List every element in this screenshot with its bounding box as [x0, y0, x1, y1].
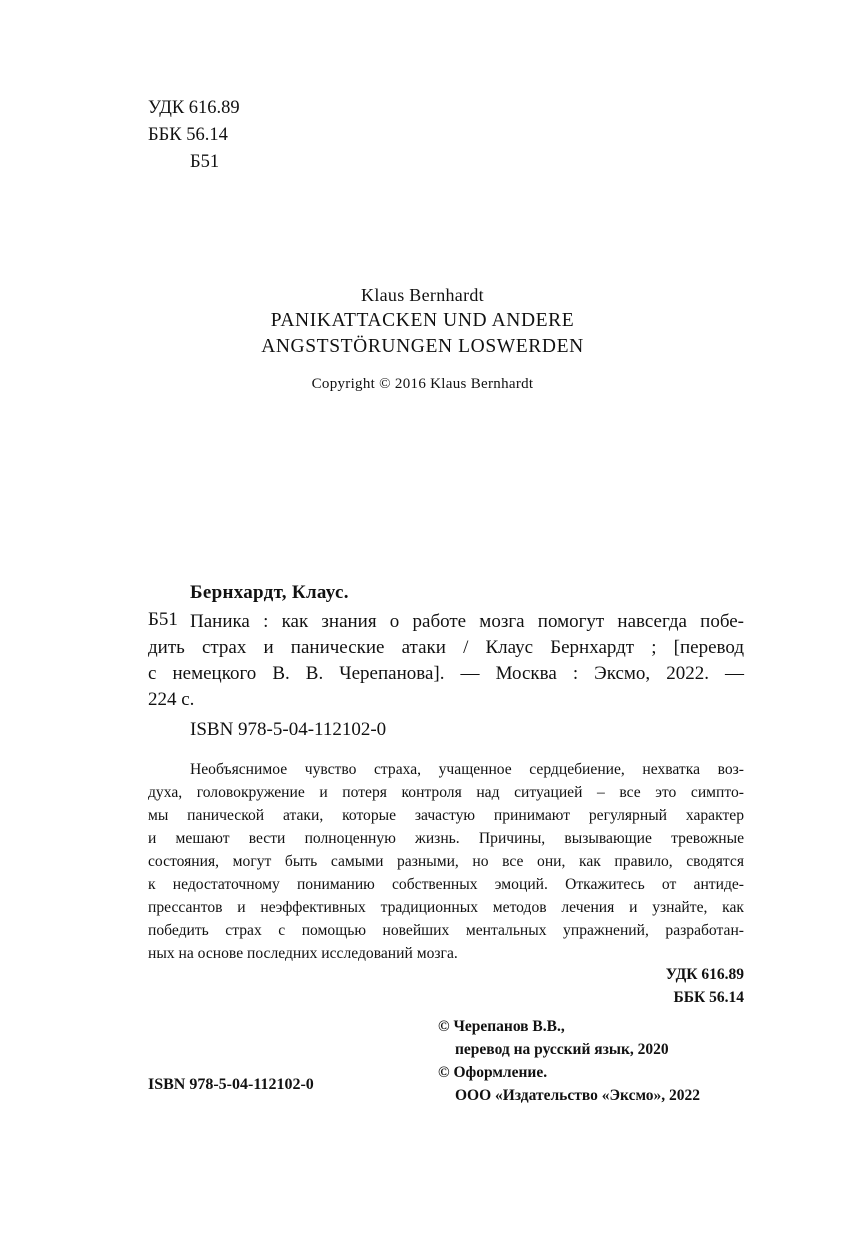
catalog-description-line: дить страх и панические атаки / Клаус Бернхардт ; [перевод	[148, 637, 744, 658]
catalog-description-line: Паника : как знания о работе мозга помогут навсегда побе-	[190, 611, 744, 632]
original-title-line-2: ANGSTSTÖRUNGEN LOSWERDEN	[261, 336, 584, 357]
author-code-top: Б51	[190, 152, 220, 172]
original-copyright: Copyright © 2016 Klaus Bernhardt	[311, 376, 534, 392]
original-author: Klaus Bernhardt	[361, 285, 484, 305]
annotation-line: ных на основе последних исследований мозга.	[148, 945, 458, 962]
copyright-design: © Оформление.	[438, 1064, 548, 1081]
annotation-line: прессантов и неэффективных традиционных методов лечения и узнайте, как	[148, 899, 744, 916]
copyright-translation-note: перевод на русский язык, 2020	[455, 1041, 669, 1058]
annotation-line: победить страх с помощью новейших ментальных упражнений, разработан-	[148, 922, 744, 939]
catalog-entry-heading: Бернхардт, Клаус.	[190, 582, 349, 603]
catalog-description-line: 224 с.	[148, 689, 195, 710]
annotation-line: Необъяснимое чувство страха, учащенное сердцебиение, нехватка воз-	[190, 761, 744, 778]
udk-code-bottom: УДК 616.89	[665, 966, 744, 983]
isbn-bottom: ISBN 978-5-04-112102-0	[148, 1076, 314, 1093]
original-title-line-1: PANIKATTACKEN UND ANDERE	[270, 310, 575, 331]
annotation-line: к недостаточному пониманию собственных эмоций. Откажитесь от антиде-	[148, 876, 744, 893]
annotation-line: мы панической атаки, которые зачастую принимают регулярный характер	[148, 807, 744, 824]
annotation-line: состояния, могут быть самыми разными, но все они, как правило, сводятся	[148, 853, 744, 870]
catalog-isbn: ISBN 978-5-04-112102-0	[190, 719, 387, 740]
copyright-translator: © Черепанов В.В.,	[438, 1018, 565, 1035]
copyright-publisher: ООО «Издательство «Эксмо», 2022	[455, 1087, 701, 1104]
bbk-code-top: ББК 56.14	[148, 125, 228, 145]
annotation-line: духа, головокружение и потеря контроля над ситуацией – все это симпто-	[148, 784, 744, 801]
udk-code-top: УДК 616.89	[148, 98, 240, 118]
catalog-entry-code: Б51	[148, 609, 178, 630]
bbk-code-bottom: ББК 56.14	[673, 989, 744, 1006]
catalog-description-line: с немецкого В. В. Черепанова]. — Москва : Эксмо, 2022. —	[148, 663, 744, 684]
annotation-line: и мешают вести полноценную жизнь. Причины, вызывающие тревожные	[148, 830, 744, 847]
